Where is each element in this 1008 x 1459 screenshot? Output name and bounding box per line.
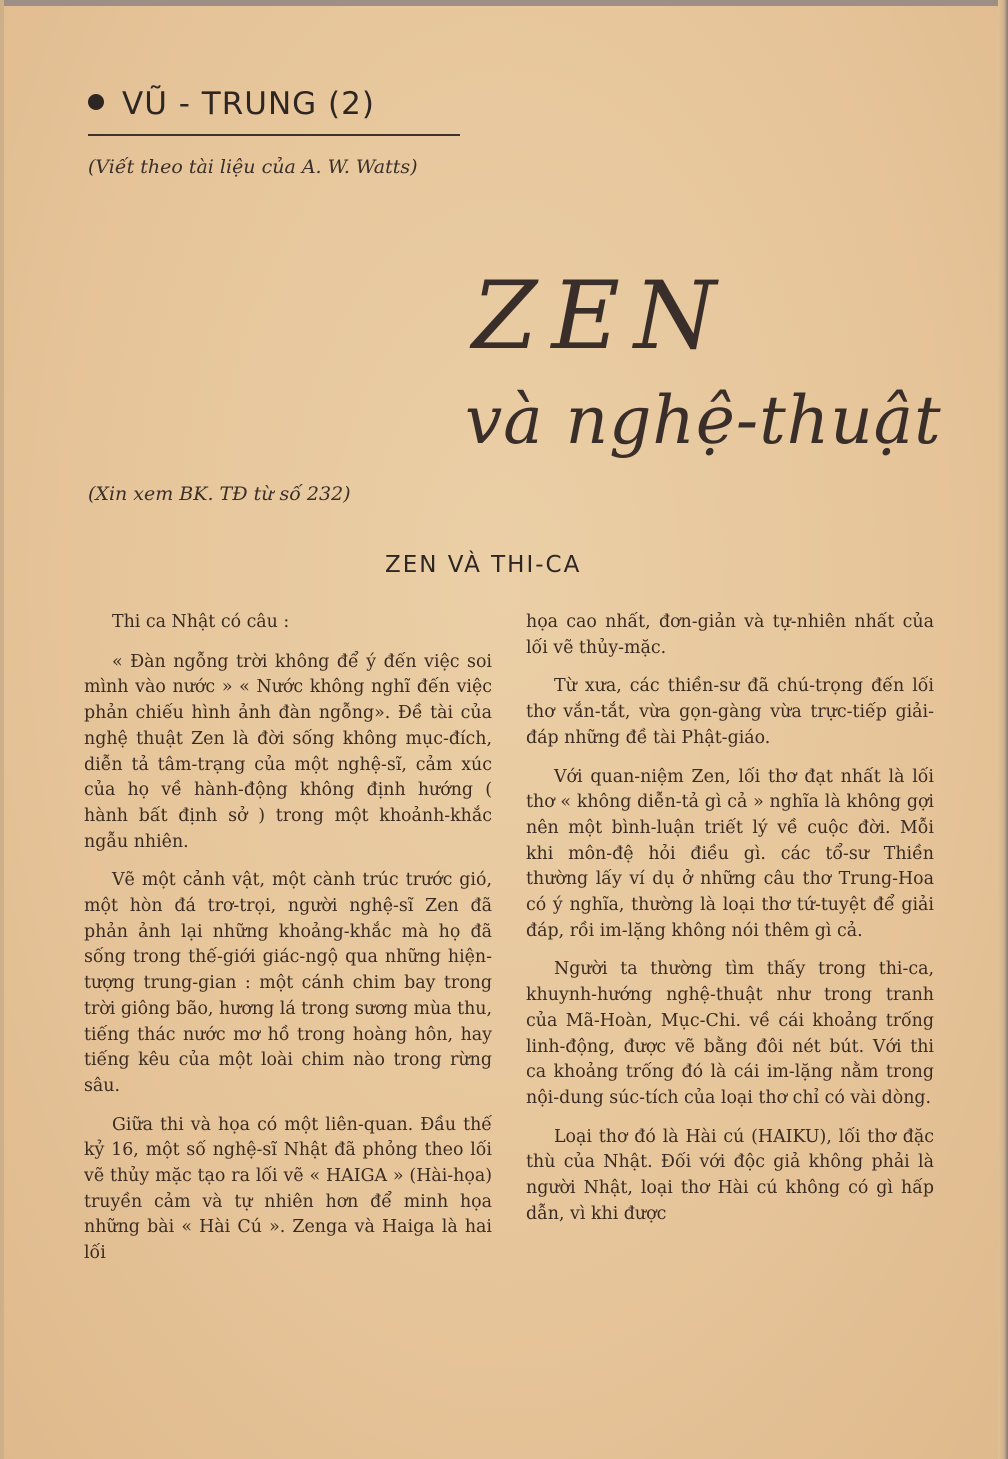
right-column: [526, 610, 934, 1240]
page-top-edge: [0, 0, 1008, 6]
paragraph: Với quan-niệm Zen, lối thơ đạt nhất là lối thơ « không diễn-tả gì cả » nghĩa là không gợi nên một bình-luận triết lý về cuộc đời. Mỗi khi môn-đệ hỏi điều gì. các tổ-sư Thiền thường lấy ví dụ ở những câu thơ Trung-Hoa có ý nghĩa, thường là loại thơ tứ-tuyệt để giải đáp, rồi im-lặng không nói thêm gì cả.: [526, 766, 934, 941]
paragraph: Từ xưa, các thiền-sư đã chú-trọng đến lối thơ vắn-tắt, vừa gọn-gàng vừa trực-tiếp giải-đáp những đề tài Phật-giáo.: [526, 676, 934, 748]
section-heading: ZEN VÀ THI-CA: [385, 552, 582, 578]
paragraph: Loại thơ đó là Hài cú (HAIKU), lối thơ đặc thù của Nhật. Đối với độc giả không phải là người Nhật, loại thơ Hài cú không có gì hấp dẫn, vì khi được: [526, 1126, 934, 1224]
paragraph: Vẽ một cảnh vật, một cành trúc trước gió, một hòn đá trơ-trọi, người nghệ-sĩ Zen đã phản ảnh lại những khoảng-khắc mà họ đã sống trong thế-giới giác-ngộ qua những hiện-tượng trung-gian : một cánh chim bay trong trời giông bão, hương lá trong sương mùa thu, tiếng thác nước mơ hồ trong hoàng hôn, hay tiếng kêu của một loài chim nào trong rừng sâu.: [84, 870, 492, 1096]
page-left-edge: [0, 0, 4, 1459]
source-note: (Viết theo tài liệu của A. W. Watts): [88, 156, 418, 178]
author-divider: [88, 134, 460, 136]
title-sub: và nghệ-thuật: [465, 382, 942, 459]
paragraph: họa cao nhất, đơn-giản và tự-nhiên nhất của lối vẽ thủy-mặc.: [526, 612, 934, 658]
left-column: [84, 610, 492, 1280]
title-main: ZEN: [472, 262, 731, 371]
paragraph: « Đàn ngỗng trời không để ý đến việc soi mình vào nước » « Nước không nghĩ đến việc phản chiếu hình ảnh đàn ngỗng». Đề tài của nghệ thuật Zen là đời sống không mục-đích, diễn tả tâm-trạng của một nghệ-sĩ, cảm xúc của họ về hành-động không định hướng ( hành bất định sở ) trong một khoảnh-khắc ngẫu nhiên.: [84, 651, 492, 852]
paragraph: Thi ca Nhật có câu :: [112, 612, 290, 632]
author-line: [88, 86, 375, 122]
author-name: VŨ - TRUNG (2): [122, 86, 375, 122]
page-right-edge: [998, 0, 1008, 1459]
bullet-icon: [88, 94, 104, 110]
paragraph: Người ta thường tìm thấy trong thi-ca, khuynh-hướng nghệ-thuật như trong tranh của Mã-Hoàn, Mục-Chi. về cái khoảng trống linh-động, được vẽ bằng đôi nét bút. Với thi ca khoảng trống đó là cái im-lặng nằm trong nội-dung súc-tích của loại thơ chỉ có vài dòng.: [526, 959, 934, 1108]
see-also-note: (Xin xem BK. TĐ từ số 232): [88, 483, 351, 505]
paragraph: Giữa thi và họa có một liên-quan. Đầu thế kỷ 16, một số nghệ-sĩ Nhật đã phỏng theo lối vẽ thủy mặc tạo ra lối vẽ « HAIGA » (Hài-họa) truyền cảm và tự nhiên hơn để minh họa những bài « Hài Cú ». Zenga và Haiga là hai lối: [84, 1114, 492, 1264]
